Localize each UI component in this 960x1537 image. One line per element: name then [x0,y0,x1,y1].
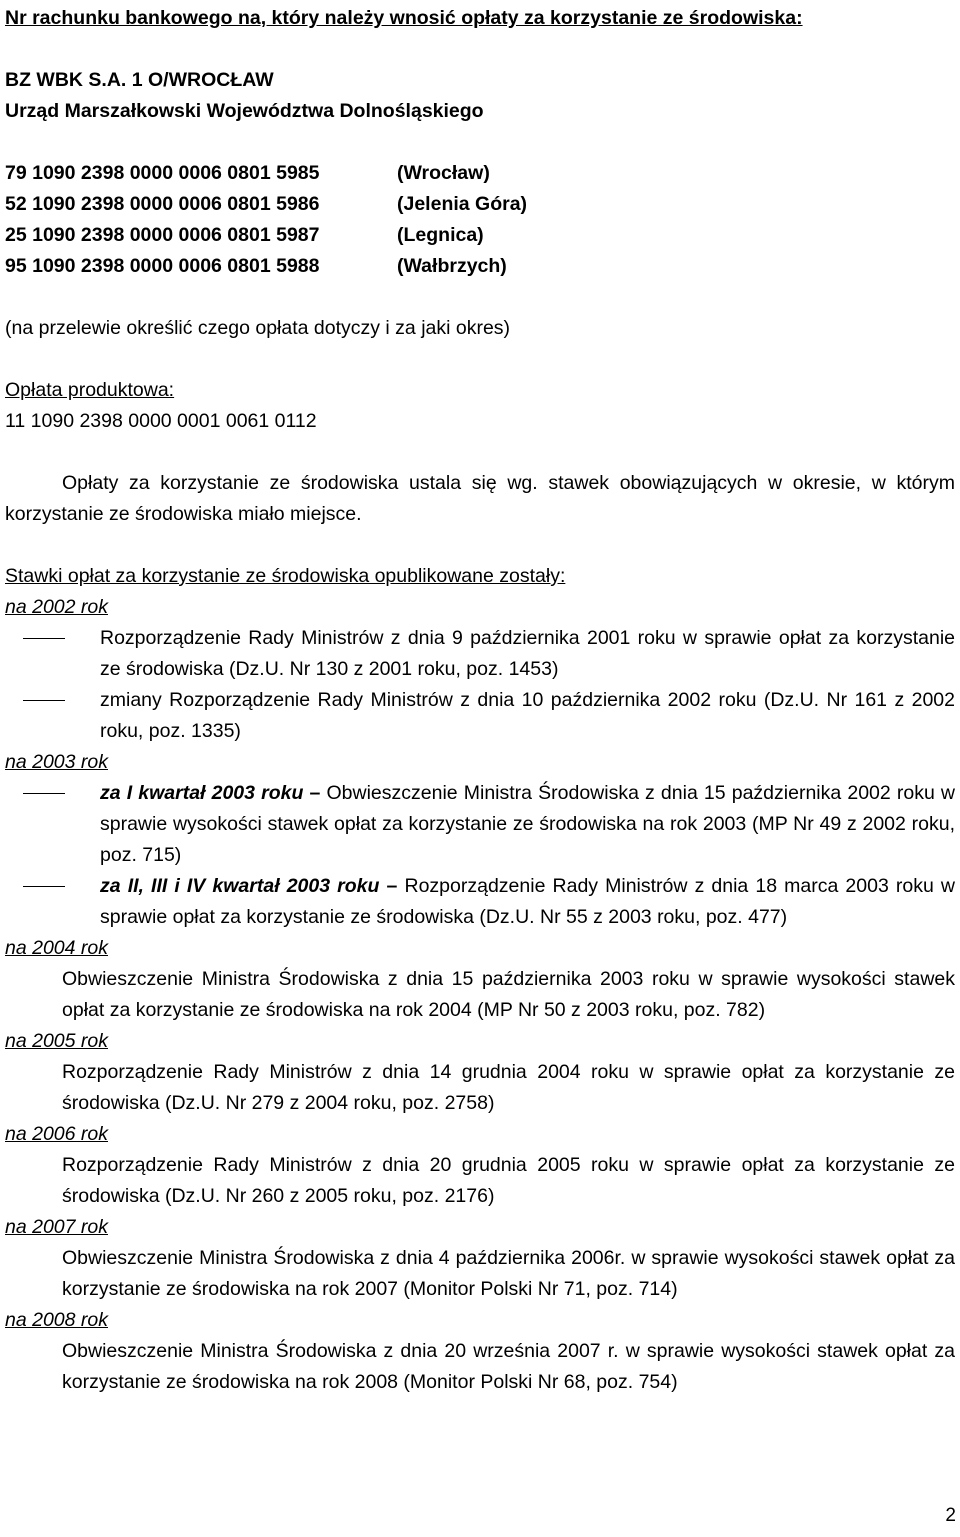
account-city: (Legnica) [397,224,484,246]
account-number: 52 1090 2398 0000 0006 0801 5986 [5,193,320,215]
list-item-separator: – [379,875,405,897]
year-heading-2003: na 2003 rok [5,751,108,773]
transfer-note: (na przelewie określić czego opłata dotyczy i za jaki okres) [5,317,511,339]
year-heading-2008: na 2008 rok [5,1309,108,1331]
list-item [5,685,955,747]
year-heading-2002: na 2002 rok [5,596,108,618]
list-item [5,871,955,933]
account-row [5,189,955,220]
list-item-separator: – [303,782,327,804]
year-text-2005: Rozporządzenie Rady Ministrów z dnia 14 grudnia 2004 roku w sprawie opłat za korzystanie ze środowiska (Dz.U. Nr 279 z 2004 roku, poz. 2758) [62,1061,955,1114]
list-item [5,623,955,685]
account-city: (Wrocław) [397,162,490,184]
year-heading-2007: na 2007 rok [5,1216,108,1238]
dash-bullet [23,700,65,701]
account-number: 79 1090 2398 0000 0006 0801 5985 [5,162,320,184]
list-item-text: Rozporządzenie Rady Ministrów z dnia 9 października 2001 roku w sprawie opłat za korzystanie ze środowiska (Dz.U. Nr 130 z 2001 roku, poz. 1453) [100,627,955,680]
year-heading-2004: na 2004 rok [5,937,108,959]
account-row [5,158,955,189]
year-text-2006: Rozporządzenie Rady Ministrów z dnia 20 grudnia 2005 roku w sprawie opłat za korzystanie ze środowiska (Dz.U. Nr 260 z 2005 roku, poz. 2176) [62,1154,955,1207]
product-fee-account: 11 1090 2398 0000 0001 0061 0112 [5,410,317,432]
bank-account-heading: Nr rachunku bankowego na, który należy wnosić opłaty za korzystanie ze środowiska: [5,7,803,29]
list-item-text: zmiany Rozporządzenie Rady Ministrów z dnia 10 października 2002 roku (Dz.U. Nr 161 z 2002 roku, poz. 1335) [100,689,955,742]
bank-name: BZ WBK S.A. 1 O/WROCŁAW [5,69,274,91]
fee-rule-paragraph: Opłaty za korzystanie ze środowiska ustala się wg. stawek obowiązujących w okresie, w którym korzystanie ze środowiska miało miejsce. [5,472,955,525]
list-item [5,778,955,871]
year-text-2008: Obwieszczenie Ministra Środowiska z dnia 20 września 2007 r. w sprawie wysokości stawek opłat za korzystanie ze środowiska na rok 2008 (Monitor Polski Nr 68, poz. 754) [62,1340,955,1393]
account-city: (Jelenia Góra) [397,193,528,215]
year-text-2004: Obwieszczenie Ministra Środowiska z dnia 15 października 2003 roku w sprawie wysokości stawek opłat za korzystanie ze środowiska na rok 2004 (MP Nr 50 z 2003 roku, poz. 782) [62,968,955,1021]
list-item-text: Obwieszczenie Ministra Środowiska z dnia 15 października 2002 roku w sprawie wysokości stawek opłat za korzystanie ze środowiska na rok 2003 (MP Nr 49 z 2002 roku, poz. 715) [100,782,956,866]
account-city: (Wałbrzych) [397,255,507,277]
account-number: 95 1090 2398 0000 0006 0801 5988 [5,255,320,277]
account-number: 25 1090 2398 0000 0006 0801 5987 [5,224,320,246]
list-item-text: Rozporządzenie Rady Ministrów z dnia 18 marca 2003 roku w sprawie opłat za korzystanie ze środowiska (Dz.U. Nr 55 z 2003 roku, poz. 477) [100,875,956,928]
account-holder: Urząd Marszałkowski Województwa Dolnośląskiego [5,100,484,122]
year-heading-2006: na 2006 rok [5,1123,108,1145]
dash-bullet [23,793,65,794]
account-row [5,251,955,282]
page-number: 2 [945,1505,956,1526]
list-item-lead: za I kwartał 2003 roku [100,782,304,804]
dash-bullet [23,886,65,887]
list-item-lead: za II, III i IV kwartał 2003 roku [100,875,380,897]
product-fee-label: Opłata produktowa: [5,379,175,401]
year-heading-2005: na 2005 rok [5,1030,108,1052]
dash-bullet [23,638,65,639]
document-page [5,3,955,1398]
rates-heading: Stawki opłat za korzystanie ze środowiska opublikowane zostały: [5,565,566,587]
year-text-2007: Obwieszczenie Ministra Środowiska z dnia 4 października 2006r. w sprawie wysokości stawek opłat za korzystanie ze środowiska na rok 2007 (Monitor Polski Nr 71, poz. 714) [62,1247,955,1300]
account-row [5,220,955,251]
